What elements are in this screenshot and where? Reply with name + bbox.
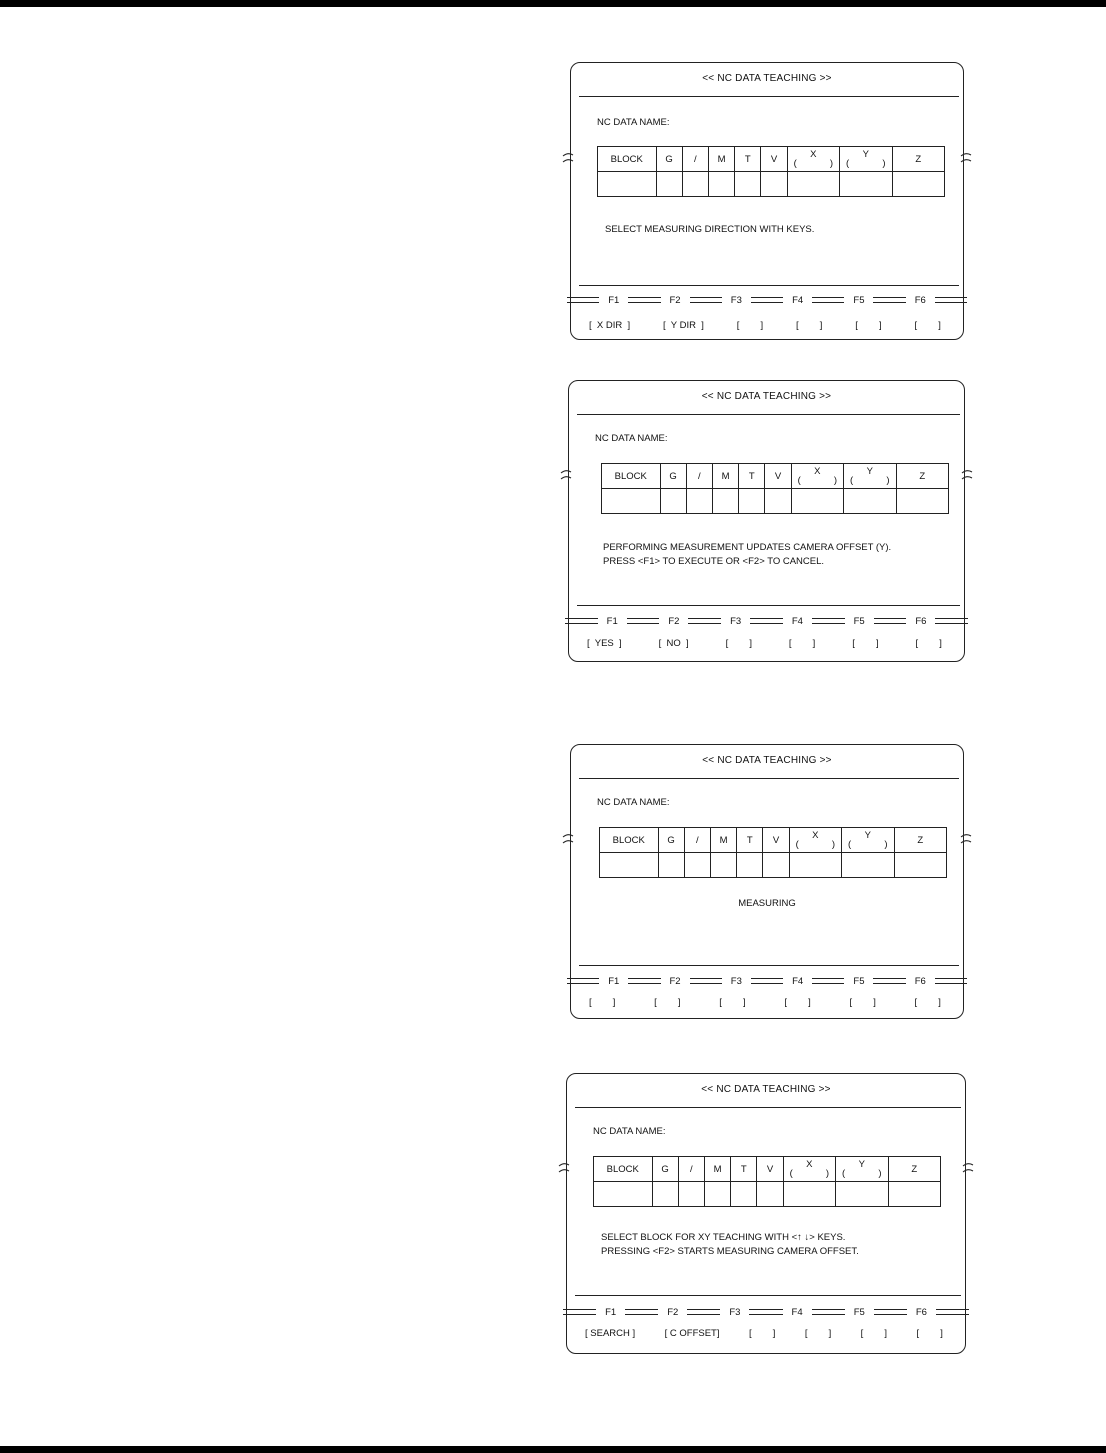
title-divider xyxy=(579,96,959,97)
table-cell xyxy=(678,1182,704,1207)
column-header: / xyxy=(682,147,708,172)
function-key-f4: F4 xyxy=(791,615,803,627)
double-rule xyxy=(873,978,905,984)
softkey-1[interactable]: [ X DIR ] xyxy=(589,320,631,331)
unit-parentheses: ( ) xyxy=(789,1168,830,1179)
double-rule xyxy=(688,618,721,624)
column-header-label: Y xyxy=(866,466,873,477)
column-header: BLOCK xyxy=(594,1157,653,1182)
column-header: / xyxy=(678,1157,704,1182)
function-key-f2: F2 xyxy=(669,975,681,987)
double-rule xyxy=(812,618,845,624)
softkey-4[interactable]: [ ] xyxy=(784,997,811,1008)
table-row xyxy=(594,1182,941,1207)
status-message: PRESS <F1> TO EXECUTE OR <F2> TO CANCEL. xyxy=(603,556,825,567)
double-rule xyxy=(690,978,722,984)
function-key-divider xyxy=(579,285,959,286)
table-cell xyxy=(682,172,708,197)
break-mark-right-icon xyxy=(960,148,972,170)
table-cell xyxy=(739,489,765,514)
softkey-5[interactable]: [ ] xyxy=(855,320,882,331)
table-cell xyxy=(842,853,894,878)
double-rule xyxy=(625,1309,658,1315)
function-key-labels xyxy=(567,294,967,306)
function-key-labels xyxy=(563,1306,969,1318)
column-header: G xyxy=(658,828,684,853)
column-header xyxy=(791,464,843,489)
table-row xyxy=(602,489,949,514)
screen-title: << NC DATA TEACHING >> xyxy=(701,391,832,402)
table-row xyxy=(600,853,947,878)
table-cell xyxy=(686,489,712,514)
table-cell xyxy=(840,172,892,197)
softkey-3[interactable]: [ ] xyxy=(748,1328,776,1339)
nc-data-name-label: NC DATA NAME: xyxy=(597,117,670,128)
unit-parentheses: ( ) xyxy=(842,1168,882,1179)
nc-data-table xyxy=(597,146,945,197)
double-rule xyxy=(628,297,660,303)
table-cell xyxy=(710,853,736,878)
title-divider xyxy=(577,414,960,415)
function-key-divider xyxy=(579,965,959,966)
unit-parentheses: ( ) xyxy=(846,158,886,169)
function-key-divider xyxy=(577,605,960,606)
softkey-4[interactable]: [ ] xyxy=(788,638,816,649)
function-key-f1: F1 xyxy=(606,615,618,627)
double-rule xyxy=(812,297,844,303)
column-header: V xyxy=(763,828,789,853)
function-key-f6: F6 xyxy=(915,1306,927,1318)
double-rule xyxy=(873,297,905,303)
table-cell xyxy=(684,853,710,878)
break-mark-left-icon xyxy=(562,148,574,170)
column-header xyxy=(840,147,892,172)
table-cell xyxy=(836,1182,888,1207)
column-header-label: Y xyxy=(858,1159,865,1170)
teaching-screen-select-block xyxy=(566,1073,966,1354)
function-key-labels xyxy=(567,975,967,987)
function-key-f1: F1 xyxy=(608,975,620,987)
function-key-f3: F3 xyxy=(730,615,742,627)
table-cell xyxy=(761,172,787,197)
double-rule xyxy=(690,297,722,303)
function-key-f5: F5 xyxy=(853,1306,865,1318)
softkey-row xyxy=(589,997,941,1008)
double-rule xyxy=(563,1309,596,1315)
table-cell xyxy=(757,1182,783,1207)
break-mark-left-icon xyxy=(560,465,572,487)
softkey-row xyxy=(589,320,941,331)
table-cell xyxy=(652,1182,678,1207)
status-message: PRESSING <F2> STARTS MEASURING CAMERA OFFSET. xyxy=(601,1246,859,1257)
function-key-f1: F1 xyxy=(608,294,620,306)
table-cell xyxy=(660,489,686,514)
function-key-f6: F6 xyxy=(914,294,926,306)
double-rule xyxy=(627,618,660,624)
double-rule xyxy=(935,618,968,624)
double-rule xyxy=(935,978,967,984)
column-header xyxy=(783,1157,835,1182)
table-cell xyxy=(791,489,843,514)
status-message: SELECT MEASURING DIRECTION WITH KEYS. xyxy=(605,224,815,235)
function-key-f3: F3 xyxy=(730,975,742,987)
unit-parentheses: ( ) xyxy=(795,839,836,850)
softkey-2[interactable]: [ C OFFSET] xyxy=(664,1328,720,1339)
column-header xyxy=(836,1157,888,1182)
table-cell xyxy=(783,1182,835,1207)
column-header: M xyxy=(704,1157,730,1182)
column-header xyxy=(787,147,839,172)
table-cell xyxy=(789,853,841,878)
double-rule xyxy=(565,618,598,624)
column-header: / xyxy=(684,828,710,853)
table-cell xyxy=(602,489,661,514)
function-key-divider xyxy=(575,1295,961,1296)
break-mark-left-icon xyxy=(562,829,574,851)
teaching-screen-select-direction xyxy=(570,62,964,340)
page-top-bar xyxy=(0,0,1106,7)
column-header: M xyxy=(710,828,736,853)
softkey-6[interactable]: [ ] xyxy=(914,320,941,331)
softkey-row xyxy=(585,1328,943,1339)
column-header-label: X xyxy=(810,149,817,160)
double-rule xyxy=(751,978,783,984)
column-header xyxy=(789,828,841,853)
column-header-label: Y xyxy=(864,830,871,841)
table-cell xyxy=(594,1182,653,1207)
column-header-label: X xyxy=(814,466,821,477)
double-rule xyxy=(567,978,599,984)
softkey-1[interactable]: [ SEARCH ] xyxy=(585,1328,636,1339)
function-key-f4: F4 xyxy=(791,1306,803,1318)
nc-data-table xyxy=(599,827,947,878)
table-cell xyxy=(704,1182,730,1207)
screen-title: << NC DATA TEACHING >> xyxy=(702,755,832,766)
table-cell xyxy=(892,172,945,197)
function-key-f5: F5 xyxy=(853,615,865,627)
column-header: T xyxy=(737,828,763,853)
nc-data-table xyxy=(601,463,949,514)
function-key-f4: F4 xyxy=(792,975,804,987)
column-header-label: Y xyxy=(862,149,869,160)
double-rule xyxy=(812,1309,845,1315)
break-mark-right-icon xyxy=(962,1158,974,1180)
screen-title: << NC DATA TEACHING >> xyxy=(701,1084,831,1095)
column-header: BLOCK xyxy=(602,464,661,489)
table-cell xyxy=(765,489,791,514)
softkey-3[interactable]: [ ] xyxy=(736,320,764,331)
status-message: PERFORMING MEASUREMENT UPDATES CAMERA OFFSET (Y). xyxy=(603,542,892,553)
softkey-4[interactable]: [ ] xyxy=(804,1328,832,1339)
table-cell xyxy=(708,172,734,197)
function-key-f6: F6 xyxy=(914,975,926,987)
table-cell xyxy=(735,172,761,197)
table-cell xyxy=(600,853,659,878)
break-mark-left-icon xyxy=(558,1158,570,1180)
status-message: MEASURING xyxy=(738,898,796,909)
function-key-f3: F3 xyxy=(730,294,742,306)
column-header: G xyxy=(652,1157,678,1182)
unit-parentheses: ( ) xyxy=(793,158,834,169)
break-mark-right-icon xyxy=(960,829,972,851)
column-header: V xyxy=(761,147,787,172)
function-key-f1: F1 xyxy=(605,1306,617,1318)
unit-parentheses: ( ) xyxy=(797,475,838,486)
table-cell xyxy=(737,853,763,878)
column-header: Z xyxy=(896,464,949,489)
nc-data-table xyxy=(593,1156,941,1207)
function-key-f5: F5 xyxy=(853,975,865,987)
page-bottom-bar xyxy=(0,1446,1106,1453)
column-header: Z xyxy=(888,1157,941,1182)
function-key-f2: F2 xyxy=(669,294,681,306)
function-key-f5: F5 xyxy=(853,294,865,306)
double-rule xyxy=(749,1309,782,1315)
table-cell xyxy=(888,1182,941,1207)
double-rule xyxy=(628,978,660,984)
softkey-6[interactable]: [ ] xyxy=(915,638,942,649)
softkey-1[interactable]: [ YES ] xyxy=(587,638,622,649)
double-rule xyxy=(874,1309,907,1315)
table-cell xyxy=(787,172,839,197)
table-cell xyxy=(656,172,682,197)
status-message: SELECT BLOCK FOR XY TEACHING WITH <↑ ↓> KEYS. xyxy=(601,1232,846,1243)
table-row xyxy=(598,172,945,197)
double-rule xyxy=(812,978,844,984)
column-header: Z xyxy=(892,147,945,172)
table-cell xyxy=(731,1182,757,1207)
column-header-label: X xyxy=(806,1159,813,1170)
double-rule xyxy=(936,1309,969,1315)
column-header: T xyxy=(739,464,765,489)
softkey-2[interactable]: [ ] xyxy=(654,997,681,1008)
column-header: Z xyxy=(894,828,947,853)
double-rule xyxy=(750,618,783,624)
function-key-f4: F4 xyxy=(792,294,804,306)
column-header: M xyxy=(708,147,734,172)
table-cell xyxy=(844,489,896,514)
column-header: / xyxy=(686,464,712,489)
softkey-1[interactable]: [ ] xyxy=(589,997,616,1008)
function-key-f2: F2 xyxy=(668,615,680,627)
column-header xyxy=(842,828,894,853)
table-cell xyxy=(658,853,684,878)
softkey-6[interactable]: [ ] xyxy=(916,1328,943,1339)
function-key-f6: F6 xyxy=(915,615,927,627)
double-rule xyxy=(874,618,907,624)
softkey-5[interactable]: [ ] xyxy=(860,1328,888,1339)
softkey-3[interactable]: [ ] xyxy=(719,997,746,1008)
table-cell xyxy=(598,172,657,197)
teaching-screen-confirm-measure xyxy=(568,380,965,662)
softkey-5[interactable]: [ ] xyxy=(852,638,879,649)
softkey-row xyxy=(587,638,942,649)
column-header: T xyxy=(731,1157,757,1182)
table-cell xyxy=(712,489,738,514)
softkey-2[interactable]: [ Y DIR ] xyxy=(663,320,704,331)
softkey-3[interactable]: [ ] xyxy=(725,638,752,649)
column-header: V xyxy=(765,464,791,489)
break-mark-right-icon xyxy=(961,465,973,487)
double-rule xyxy=(567,297,599,303)
column-header: V xyxy=(757,1157,783,1182)
softkey-2[interactable]: [ NO ] xyxy=(658,638,689,649)
teaching-screen-measuring xyxy=(570,744,964,1019)
nc-data-name-label: NC DATA NAME: xyxy=(595,433,668,444)
function-key-f3: F3 xyxy=(729,1306,741,1318)
title-divider xyxy=(575,1107,961,1108)
column-header-label: X xyxy=(812,830,819,841)
double-rule xyxy=(687,1309,720,1315)
unit-parentheses: ( ) xyxy=(850,475,890,486)
function-key-f2: F2 xyxy=(667,1306,679,1318)
softkey-4[interactable]: [ ] xyxy=(796,320,823,331)
unit-parentheses: ( ) xyxy=(848,839,888,850)
table-cell xyxy=(896,489,949,514)
nc-data-name-label: NC DATA NAME: xyxy=(593,1126,666,1137)
softkey-6[interactable]: [ ] xyxy=(914,997,941,1008)
screen-title: << NC DATA TEACHING >> xyxy=(702,73,832,84)
column-header: G xyxy=(656,147,682,172)
softkey-5[interactable]: [ ] xyxy=(849,997,876,1008)
column-header: BLOCK xyxy=(600,828,659,853)
double-rule xyxy=(751,297,783,303)
column-header: T xyxy=(735,147,761,172)
double-rule xyxy=(935,297,967,303)
title-divider xyxy=(579,778,959,779)
column-header: BLOCK xyxy=(598,147,657,172)
column-header: G xyxy=(660,464,686,489)
column-header: M xyxy=(712,464,738,489)
table-cell xyxy=(894,853,947,878)
column-header xyxy=(844,464,896,489)
function-key-labels xyxy=(565,615,968,627)
nc-data-name-label: NC DATA NAME: xyxy=(597,797,670,808)
table-cell xyxy=(763,853,789,878)
